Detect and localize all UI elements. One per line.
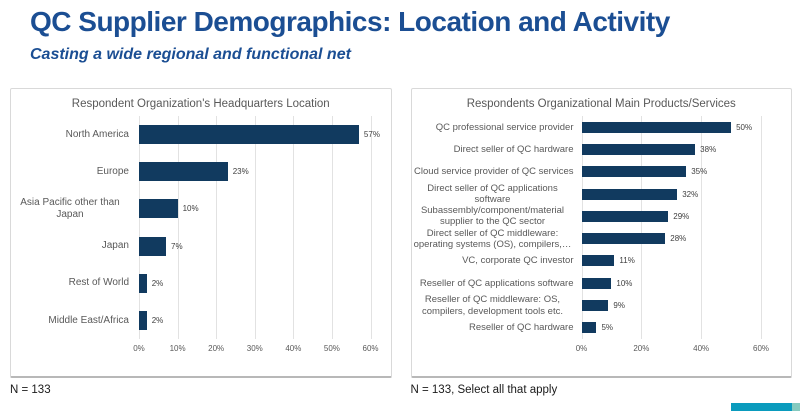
bar-row [582, 250, 762, 272]
x-axis [133, 342, 379, 356]
bar-value-label: 10% [616, 278, 633, 288]
chart-title: Respondents Organizational Main Products/Services [466, 98, 736, 110]
page-subtitle: Casting a wide regional and functional net [30, 46, 351, 63]
bar-row [582, 317, 762, 339]
bar-value-label: 7% [171, 241, 183, 251]
bar-2 [582, 166, 687, 177]
category-label-row [412, 317, 582, 339]
category-labels [11, 116, 139, 339]
category-label: Middle East/Africa [48, 314, 129, 326]
bar-5 [139, 311, 147, 330]
bar-row [582, 183, 762, 205]
category-label: VC, corporate QC investor [462, 255, 574, 267]
chart-panel-headquarters-location [10, 88, 392, 378]
category-label: Japan [101, 240, 129, 252]
category-label-row [412, 250, 582, 272]
category-label-row [11, 190, 139, 227]
category-label-row [11, 153, 139, 190]
bar-row [582, 227, 762, 249]
chart-title: Respondent Organization's Headquarters Location [71, 98, 330, 110]
charts-row [10, 88, 792, 378]
bar-rows [582, 116, 762, 339]
bar-row [139, 153, 371, 190]
bar-1 [139, 162, 228, 181]
category-label-row [412, 205, 582, 227]
category-label: Direct seller of QC hardware [453, 143, 574, 155]
bar-6 [582, 255, 615, 266]
page-title: QC Supplier Demographics: Location and Activity [30, 6, 670, 37]
bar-1 [582, 144, 696, 155]
bar-3 [582, 189, 678, 200]
bar-value-label: 50% [736, 122, 753, 132]
bar-3 [139, 237, 166, 256]
bar-row [139, 302, 371, 339]
category-label: Subassembly/component/material supplier to the QC sector [420, 205, 565, 228]
bar-row [582, 161, 762, 183]
x-axis-tick-label: 0% [133, 344, 145, 353]
bar-9 [582, 322, 597, 333]
bar-0 [582, 122, 732, 133]
bar-value-label: 11% [619, 256, 635, 266]
grid-line [761, 116, 762, 339]
bar-8 [582, 300, 609, 311]
bar-4 [582, 211, 669, 222]
note-sample-size-left: N = 133 [10, 384, 51, 396]
bar-value-label: 29% [673, 211, 690, 221]
x-axis-tick-label: 20% [208, 344, 225, 353]
accent-bar-tip [792, 403, 800, 411]
note-sample-size-right: N = 133, Select all that apply [410, 384, 558, 396]
bar-value-label: 10% [182, 204, 199, 214]
accent-bar [731, 403, 796, 411]
bar-4 [139, 274, 147, 293]
bar-0 [139, 125, 359, 144]
bar-value-label: 28% [670, 234, 687, 244]
x-axis-tick-label: 60% [362, 344, 379, 353]
x-axis-tick-label: 50% [323, 344, 340, 353]
bar-row [582, 272, 762, 294]
category-label: Reseller of QC middleware: OS, compilers, development tools etc. [422, 294, 563, 317]
x-axis-tick-label: 40% [693, 344, 710, 353]
category-label: Cloud service provider of QC services [414, 165, 574, 177]
category-label-row [11, 265, 139, 302]
category-label: Reseller of QC hardware [468, 322, 574, 334]
notes-row [10, 384, 792, 396]
category-label: Asia Pacific other than Japan [20, 197, 120, 220]
category-label-row [412, 294, 582, 316]
bar-row [139, 228, 371, 265]
bar-7 [582, 278, 612, 289]
category-label: QC professional service provider [435, 121, 574, 133]
category-label: Direct seller of QC middleware: operating systems (OS), compilers,… [413, 227, 572, 250]
bar-row [582, 205, 762, 227]
x-axis-tick-label: 40% [285, 344, 302, 353]
category-label-row [412, 183, 582, 205]
x-axis-tick-label: 30% [246, 344, 263, 353]
bar-row [582, 116, 762, 138]
category-label: Europe [96, 165, 129, 177]
bar-5 [582, 233, 666, 244]
category-label-row [11, 228, 139, 265]
bar-row [582, 294, 762, 316]
x-axis [575, 342, 770, 356]
bar-2 [139, 199, 178, 218]
plot-area [582, 116, 762, 339]
x-axis-tick-label: 0% [575, 344, 588, 353]
category-label-row [412, 272, 582, 294]
x-axis-tick-label: 60% [752, 344, 770, 353]
bar-value-label: 5% [601, 323, 614, 333]
bar-row [139, 190, 371, 227]
bar-value-label: 2% [151, 315, 164, 325]
bar-value-label: 57% [363, 130, 380, 140]
plot-area [139, 116, 380, 339]
category-label-row [412, 228, 582, 250]
bar-row [582, 138, 762, 160]
bar-value-label: 38% [700, 144, 717, 154]
bar-row [139, 265, 371, 302]
category-label-row [11, 302, 139, 339]
grid-line [371, 116, 372, 339]
x-axis-tick-label: 10% [169, 344, 186, 353]
chart-panel-products-services [411, 88, 793, 378]
x-axis-tick-label: 20% [633, 344, 650, 353]
bar-value-label: 9% [613, 301, 625, 311]
category-labels [412, 116, 582, 339]
category-label: Direct seller of QC applications software [427, 182, 558, 205]
category-label-row [412, 116, 582, 138]
bar-value-label: 32% [682, 189, 699, 199]
category-label-row [412, 138, 582, 160]
category-label: North America [65, 128, 129, 140]
category-label-row [11, 116, 139, 153]
category-label: Reseller of QC applications software [419, 277, 574, 289]
category-label-row [412, 160, 582, 182]
bar-value-label: 23% [232, 167, 249, 177]
bar-value-label: 2% [151, 278, 164, 288]
bar-row [139, 116, 380, 153]
bar-rows [139, 116, 380, 339]
category-label: Rest of World [68, 277, 129, 289]
bar-value-label: 35% [691, 167, 708, 177]
